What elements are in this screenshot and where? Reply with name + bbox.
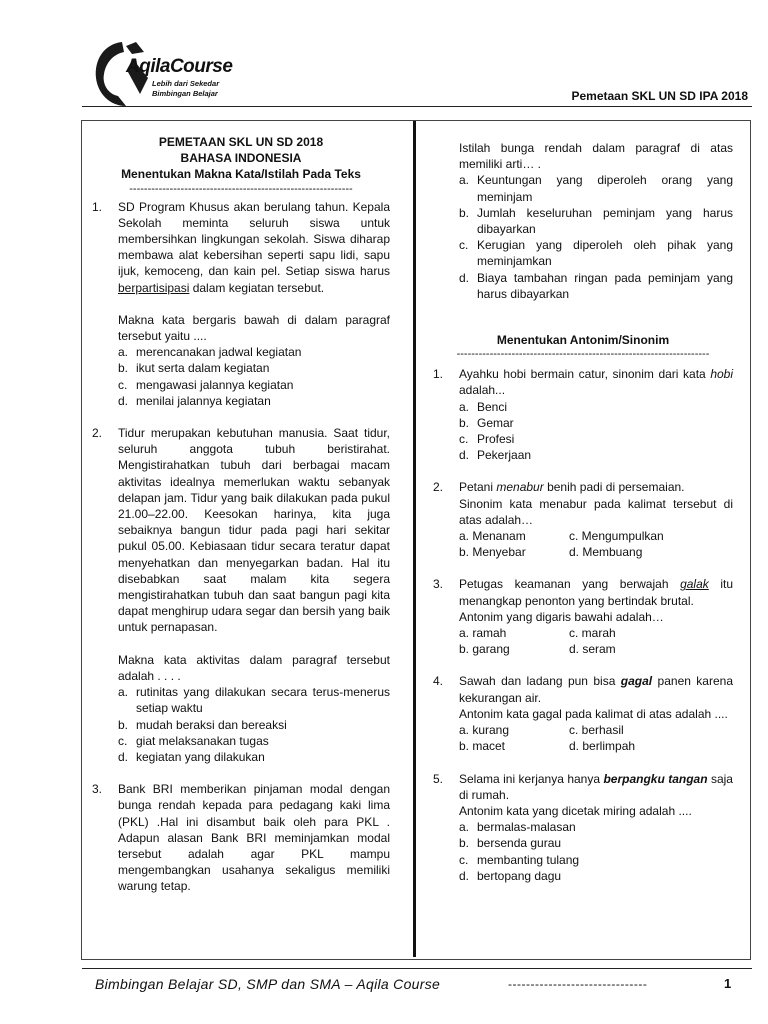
question-passage: SD Program Khusus akan berulang tahun. Kepala Sekolah meminta seluruh siswa untuk membersihkan lingkungan sekolah. Siswa diharap membawa alat kebersihan seperti sapu lidi, sapu ijuk, kemoceng, dan kain pel. Setiap siswa harus berpartisipasi dalam kegiatan tersebut. (118, 199, 390, 295)
separator-line: --------------------------------------------------------------------- (456, 348, 710, 361)
option-d: d. Pekerjaan (459, 448, 532, 463)
right-column (433, 128, 733, 884)
question-passage: Bank BRI memberikan pinjaman modal dengan bunga rendah kepada para pedagang kaki lima (PKL) .Hal ini disambut baik oleh para PKL . Adapun alasan Bank BRI meminjamkan modal tersebut adalah agar PKL mampu mengembangkan usahanya sekaligus memiliki warung tetap. (118, 782, 390, 894)
aqila-course-logo (92, 38, 232, 112)
question-number: 3. (433, 577, 444, 592)
question-3-continued (433, 140, 733, 302)
option-b: b. garang (459, 642, 510, 657)
separator-line: ------------------------------------------------------------- (129, 182, 353, 195)
option-b: b. ikut serta dalam kegiatan (118, 361, 270, 376)
synonym-question-1 (433, 366, 733, 463)
question-prompt: Antonim kata gagal pada kalimat di atas adalah .... (459, 706, 728, 721)
option-a: a. Menanam (459, 529, 526, 544)
question-prompt: Sinonim kata menabur pada kalimat tersebut di atas adalah… (459, 496, 733, 527)
option-c: c. berhasil (569, 723, 624, 738)
footer-dashes: ------------------------------- (508, 977, 648, 991)
question-prompt: Antonim kata yang dicetak miring adalah .... (459, 803, 692, 818)
question-2 (92, 425, 390, 765)
option-a: a. merencanakan jadwal kegiatan (118, 345, 302, 360)
option-a: a. bermalas-malasan (459, 820, 576, 835)
left-column (92, 128, 390, 895)
option-b: b. mudah beraksi dan bereaksi (118, 717, 287, 732)
question-number: 1. (92, 199, 103, 214)
option-c: c. Profesi (459, 432, 515, 447)
option-b: b. bersenda gurau (459, 836, 562, 851)
footer-rule (82, 968, 752, 969)
answer-options (459, 625, 733, 657)
option-c: c. marah (569, 626, 616, 641)
logo-tagline-2: Bimbingan Belajar (152, 89, 218, 98)
heading-pemetaan: PEMETAAN SKL UN SD 2018 (158, 135, 324, 149)
option-b: b. Gemar (459, 415, 514, 430)
question-1 (92, 199, 390, 409)
logo-tagline-1: Lebih dari Sekedar (152, 79, 220, 88)
antonym-question-4 (433, 673, 733, 754)
answer-options (118, 344, 390, 409)
question-number: 2. (92, 426, 103, 441)
question-prompt: Istilah bunga rendah dalam paragraf di atas memiliki arti… . (459, 141, 733, 172)
question-number: 4. (433, 674, 444, 689)
question-prompt: Makna kata aktivitas dalam paragraf tersebut adalah . . . . (118, 652, 390, 683)
question-number: 2. (433, 480, 444, 495)
question-prompt: Antonim yang digaris bawahi adalah… (459, 609, 664, 624)
synonym-question-2 (433, 479, 733, 560)
heading-topic: Menentukan Makna Kata/Istilah Pada Teks (121, 167, 361, 182)
option-a: a. kurang (459, 723, 510, 738)
question-text: Sawah dan ladang pun bisa gagal panen karena kekurangan air. (459, 674, 734, 705)
option-b: b. Menyebar (459, 545, 526, 560)
option-d: d. bertopang dagu (459, 868, 562, 883)
question-3 (92, 781, 390, 894)
option-d: d. Biaya tambahan ringan pada peminjam yang harus dibayarkan (459, 270, 733, 301)
question-text: Petugas keamanan yang berwajah galak itu menangkap penonton yang bertindak brutal. (459, 577, 733, 608)
option-a: a. Benci (459, 399, 508, 414)
underlined-word: berpartisipasi (118, 280, 190, 295)
antonym-question-5 (433, 771, 733, 884)
answer-options (459, 722, 733, 754)
question-text: Ayahku hobi bermain catur, sinonim dari kata hobi adalah... (459, 367, 733, 398)
heading-subject: BAHASA INDONESIA (180, 151, 302, 166)
section-heading: Menentukan Antonim/Sinonim (496, 333, 670, 348)
logo-title: AqilaCourse (126, 56, 233, 77)
question-passage: Tidur merupakan kebutuhan manusia. Saat tidur, seluruh anggota tubuh beristirahat. Mengistirahatkan tubuh dari berbagai macam aktivitas idealnya memerlukan waktu sebanyak delapan jam. Tidur yang baik dilakukan pada pukul 21.00–22.00. Keesokan harinya, kita juga sebaiknya bangun tidur pada pagi hari sekitar pukul 05.00. Kebiasaan tidur secara teratur dapat menyehatkan dan menyegarkan badan. Hal itu disebabkan saat malam kita segera mengistirahatkan tubuh dan saat bangun pagi kita dapat menghirup udara segar dan bersih yang baik untuk pernapasan. (118, 426, 390, 635)
question-prompt: Makna kata bergaris bawah di dalam paragraf tersebut yaitu .... (118, 312, 390, 344)
page-number: 1 (724, 976, 732, 991)
antonym-question-3 (433, 576, 733, 657)
question-number: 5. (433, 771, 444, 786)
answer-options (459, 172, 733, 302)
option-a: a. ramah (459, 626, 507, 641)
document-title: Pemetaan SKL UN SD IPA 2018 (571, 89, 748, 103)
option-d: d. Membuang (569, 545, 643, 560)
answer-options (459, 399, 733, 464)
answer-options (459, 528, 733, 560)
option-c: c. Kerugian yang diperoleh oleh pihak yang meminjamkan (459, 238, 733, 269)
option-d: d. seram (569, 642, 616, 657)
option-d: d. kegiatan yang dilakukan (118, 749, 265, 764)
option-d: d. berlimpah (569, 739, 636, 754)
option-b: b. macet (459, 739, 506, 754)
answer-options (118, 684, 390, 765)
column-divider (413, 121, 416, 957)
footer-text: Bimbingan Belajar SD, SMP dan SMA – Aqila Course (95, 976, 441, 992)
question-text: Petani menabur benih padi di persemaian. (459, 480, 685, 495)
option-c: c. Mengumpulkan (569, 529, 664, 544)
option-c: c. membanting tulang (459, 852, 580, 867)
header-rule (82, 106, 752, 107)
option-a: a. Keuntungan yang diperoleh orang yang meminjam (459, 173, 733, 204)
question-text: Selama ini kerjanya hanya berpangku tangan saja di rumah. (459, 771, 733, 802)
option-c: c. giat melaksanakan tugas (118, 733, 269, 748)
option-a: a. rutinitas yang dilakukan secara terus-menerus setiap waktu (118, 685, 390, 716)
question-number: 1. (433, 367, 444, 382)
answer-options (459, 819, 733, 884)
option-c: c. mengawasi jalannya kegiatan (118, 377, 294, 392)
option-b: b. Jumlah keseluruhan peminjam yang harus dibayarkan (459, 205, 733, 237)
question-number: 3. (92, 782, 103, 797)
option-d: d. menilai jalannya kegiatan (118, 393, 271, 408)
